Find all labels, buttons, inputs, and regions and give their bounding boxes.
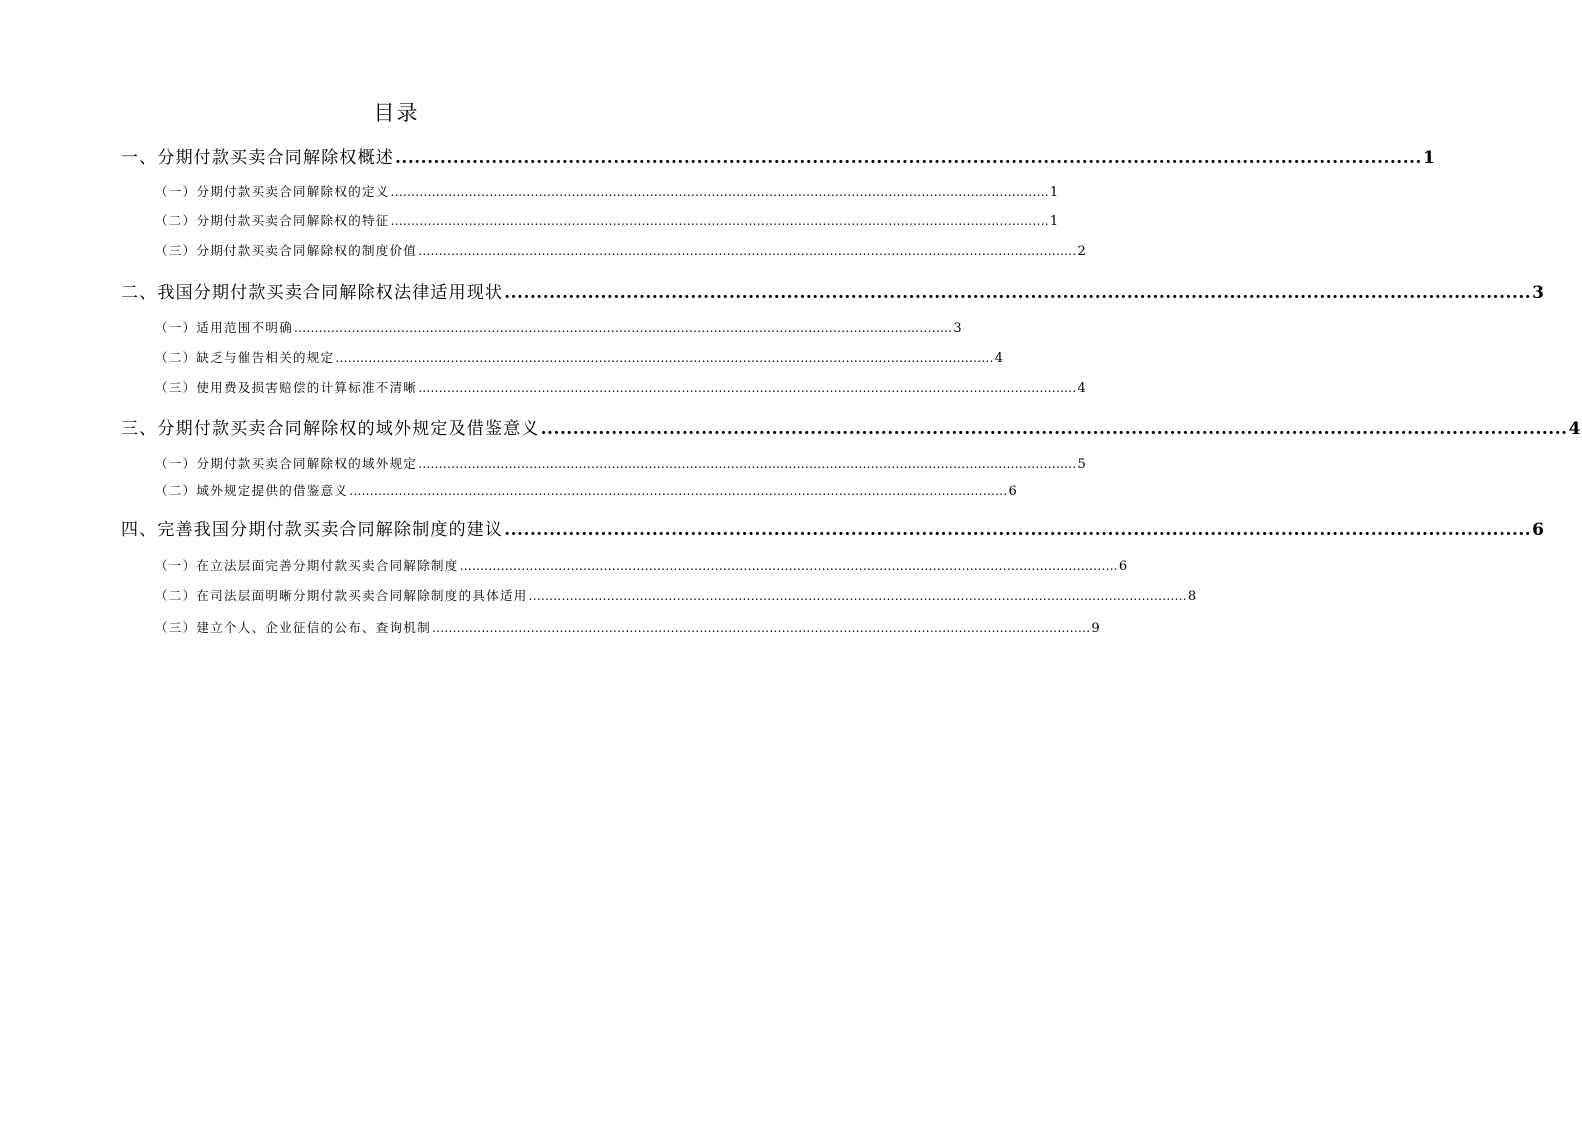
toc-subsection-title: （二）在司法层面明晰分期付款买卖合同解除制度的具体适用 bbox=[155, 588, 528, 603]
toc-subsection-3-2[interactable] bbox=[155, 481, 1019, 501]
toc-subsection-1-3[interactable] bbox=[155, 241, 1088, 261]
toc-subsection-2-3[interactable] bbox=[155, 378, 1088, 398]
toc-section-title: 一、分期付款买卖合同解除权概述 bbox=[121, 148, 394, 168]
toc-page-number: 4 bbox=[1077, 381, 1088, 396]
toc-page-number: 3 bbox=[953, 321, 963, 336]
toc-page-number: 6 bbox=[1118, 559, 1129, 574]
dot-leader: ................................................................................................................................................................ bbox=[504, 520, 1532, 540]
dot-leader: ................................................................................................................................................................ bbox=[349, 484, 1008, 498]
dot-leader: ................................................................................................................................................................ bbox=[390, 185, 1049, 199]
toc-section-1[interactable] bbox=[121, 145, 1436, 171]
toc-subsection-title: （一）在立法层面完善分期付款买卖合同解除制度 bbox=[155, 558, 459, 573]
dot-leader: ................................................................................................................................................................ bbox=[390, 214, 1049, 228]
toc-section-3[interactable] bbox=[121, 416, 1582, 442]
toc-page-number: 6 bbox=[1532, 520, 1546, 540]
toc-page-number: 4 bbox=[1568, 419, 1582, 439]
dot-leader: ................................................................................................................................................................ bbox=[540, 419, 1568, 439]
toc-page-number: 1 bbox=[1049, 185, 1060, 200]
dot-leader: ................................................................................................................................................................ bbox=[504, 283, 1532, 303]
toc-page-number: 8 bbox=[1187, 589, 1198, 604]
toc-subsection-title: （三）使用费及损害赔偿的计算标准不清晰 bbox=[155, 380, 418, 395]
dot-leader: ................................................................................................................................................................ bbox=[432, 621, 1091, 635]
toc-subsection-4-3[interactable] bbox=[155, 618, 1101, 638]
toc-page-number: 1 bbox=[1422, 148, 1436, 168]
toc-subsection-4-1[interactable] bbox=[155, 556, 1129, 576]
toc-subsection-1-1[interactable] bbox=[155, 182, 1060, 202]
dot-leader: ................................................................................................................................................................ bbox=[459, 559, 1118, 573]
toc-page-number: 4 bbox=[994, 351, 1005, 366]
toc-section-title: 二、我国分期付款买卖合同解除权法律适用现状 bbox=[121, 283, 504, 303]
toc-subsection-title: （三）建立个人、企业征信的公布、查询机制 bbox=[155, 620, 432, 635]
toc-page-number: 6 bbox=[1008, 484, 1019, 499]
toc-subsection-3-1[interactable] bbox=[155, 454, 1088, 474]
toc-subsection-2-1[interactable] bbox=[155, 318, 963, 338]
dot-leader: ................................................................................................................................................................ bbox=[418, 457, 1077, 471]
dot-leader: ................................................................................................................................................................ bbox=[528, 589, 1187, 603]
toc-page-number: 3 bbox=[1532, 283, 1546, 303]
dot-leader: ................................................................................................................................................................ bbox=[294, 321, 953, 335]
toc-title: 目录 bbox=[373, 101, 420, 125]
toc-page-number: 2 bbox=[1077, 244, 1088, 259]
toc-section-title: 三、分期付款买卖合同解除权的域外规定及借鉴意义 bbox=[121, 419, 540, 439]
toc-subsection-4-2[interactable] bbox=[155, 586, 1198, 606]
toc-section-2[interactable] bbox=[121, 280, 1546, 306]
dot-leader: ................................................................................................................................................................ bbox=[395, 148, 1422, 168]
toc-page-number: 9 bbox=[1091, 621, 1101, 636]
toc-subsection-2-2[interactable] bbox=[155, 348, 1005, 368]
toc-subsection-title: （二）缺乏与催告相关的规定 bbox=[155, 350, 335, 365]
toc-section-4[interactable] bbox=[121, 517, 1546, 543]
toc-subsection-title: （一）分期付款买卖合同解除权的域外规定 bbox=[155, 456, 418, 471]
toc-subsection-1-2[interactable] bbox=[155, 211, 1060, 231]
toc-subsection-title: （二）分期付款买卖合同解除权的特征 bbox=[155, 213, 390, 228]
dot-leader: ................................................................................................................................................................ bbox=[418, 244, 1077, 258]
toc-subsection-title: （二）域外规定提供的借鉴意义 bbox=[155, 483, 349, 498]
toc-page-number: 1 bbox=[1049, 214, 1060, 229]
dot-leader: ................................................................................................................................................................ bbox=[335, 351, 994, 365]
toc-page-number: 5 bbox=[1077, 457, 1088, 472]
toc-subsection-title: （三）分期付款买卖合同解除权的制度价值 bbox=[155, 243, 418, 258]
toc-subsection-title: （一）分期付款买卖合同解除权的定义 bbox=[155, 184, 390, 199]
toc-section-title: 四、完善我国分期付款买卖合同解除制度的建议 bbox=[121, 520, 504, 540]
toc-subsection-title: （一）适用范围不明确 bbox=[155, 320, 294, 335]
dot-leader: ................................................................................................................................................................ bbox=[418, 381, 1077, 395]
